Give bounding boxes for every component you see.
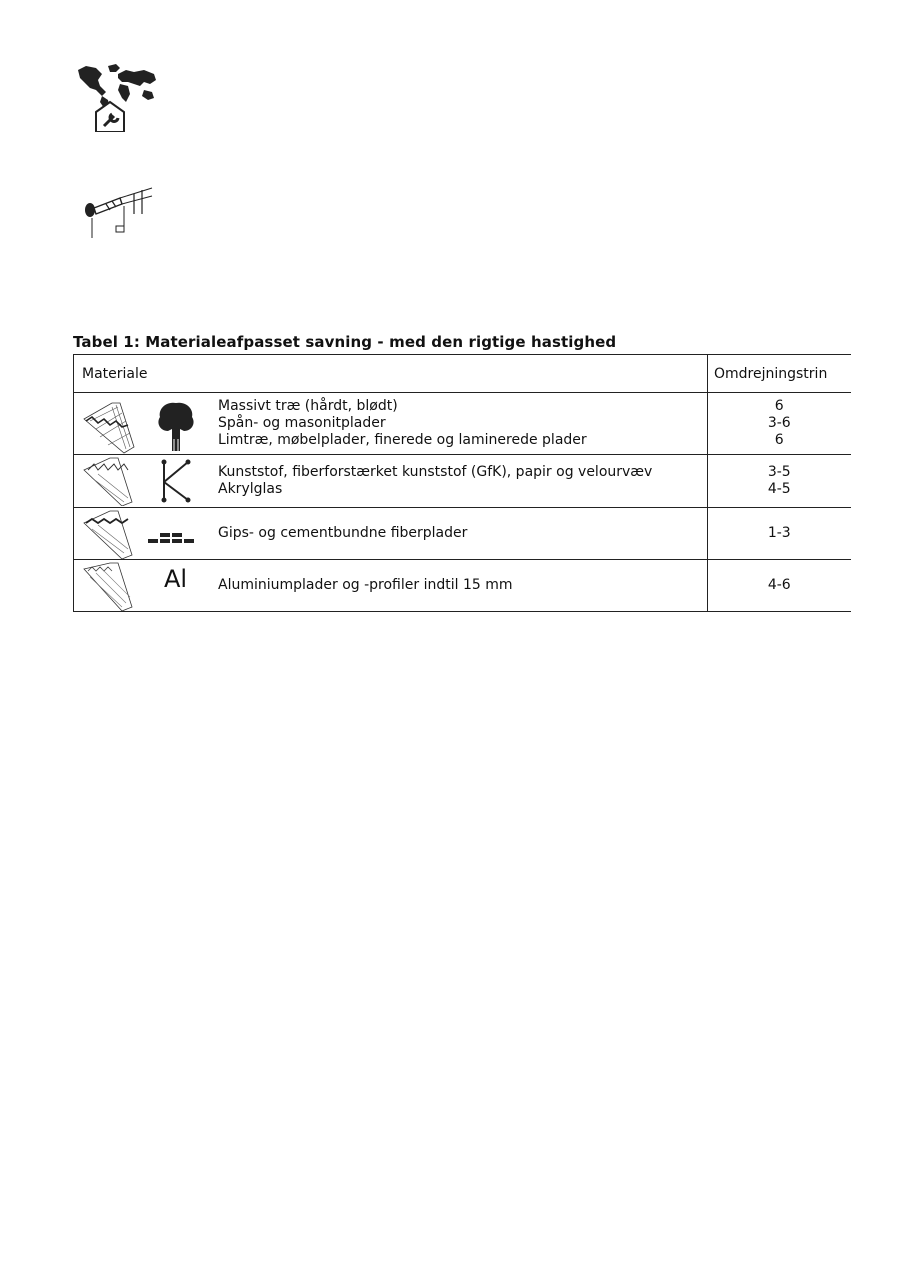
speed-value: 6 xyxy=(774,432,784,448)
material-cell xyxy=(74,508,708,560)
tree-icon xyxy=(156,399,196,455)
speed-value: 4-6 xyxy=(767,577,791,593)
speed-value: 1-3 xyxy=(767,525,791,541)
speed-cell xyxy=(708,560,851,612)
plastic-k-icon xyxy=(158,458,194,504)
speed-cell xyxy=(708,455,851,508)
table-row xyxy=(74,560,851,612)
aluminium-icon: Al xyxy=(164,564,188,593)
material-name: Aluminiumplader og -profiler indtil 15 mm xyxy=(218,577,513,593)
material-name: Limtræ, møbelplader, finerede og laminerede plader xyxy=(218,432,587,448)
material-name: Spån- og masonitplader xyxy=(218,415,386,431)
aluminium-blade-icon xyxy=(78,561,208,611)
material-name: Gips- og cementbundne fiberplader xyxy=(218,525,468,541)
bricks-icon xyxy=(146,531,196,551)
speed-value: 6 xyxy=(774,398,784,414)
material-cell xyxy=(74,393,708,455)
material-cell xyxy=(74,560,708,612)
table-header-row xyxy=(74,355,851,393)
material-cell xyxy=(74,455,708,508)
material-name: Akrylglas xyxy=(218,481,283,497)
world-map-house-wrench-icon xyxy=(72,60,162,132)
table-title: Tabel 1: Materialeafpasset savning - med den rigtige hastighed xyxy=(73,333,617,351)
material-name: Kunststof, fiberforstærket kunststof (GfK), papir og velourvæv xyxy=(218,464,653,480)
table-row xyxy=(74,508,851,560)
table-row xyxy=(74,455,851,508)
header-material: Materiale xyxy=(74,355,708,393)
speed-value: 3-5 xyxy=(767,464,791,480)
saw-blade-mounting-icon xyxy=(80,184,160,240)
material-speed-table xyxy=(73,354,851,612)
speed-value: 3-6 xyxy=(767,415,791,431)
speed-value: 4-5 xyxy=(767,481,791,497)
header-speed-level: Omdrejningstrin xyxy=(708,355,851,393)
table-row xyxy=(74,393,851,455)
speed-cell xyxy=(708,508,851,560)
speed-cell xyxy=(708,393,851,455)
material-name: Massivt træ (hårdt, blødt) xyxy=(218,398,398,414)
